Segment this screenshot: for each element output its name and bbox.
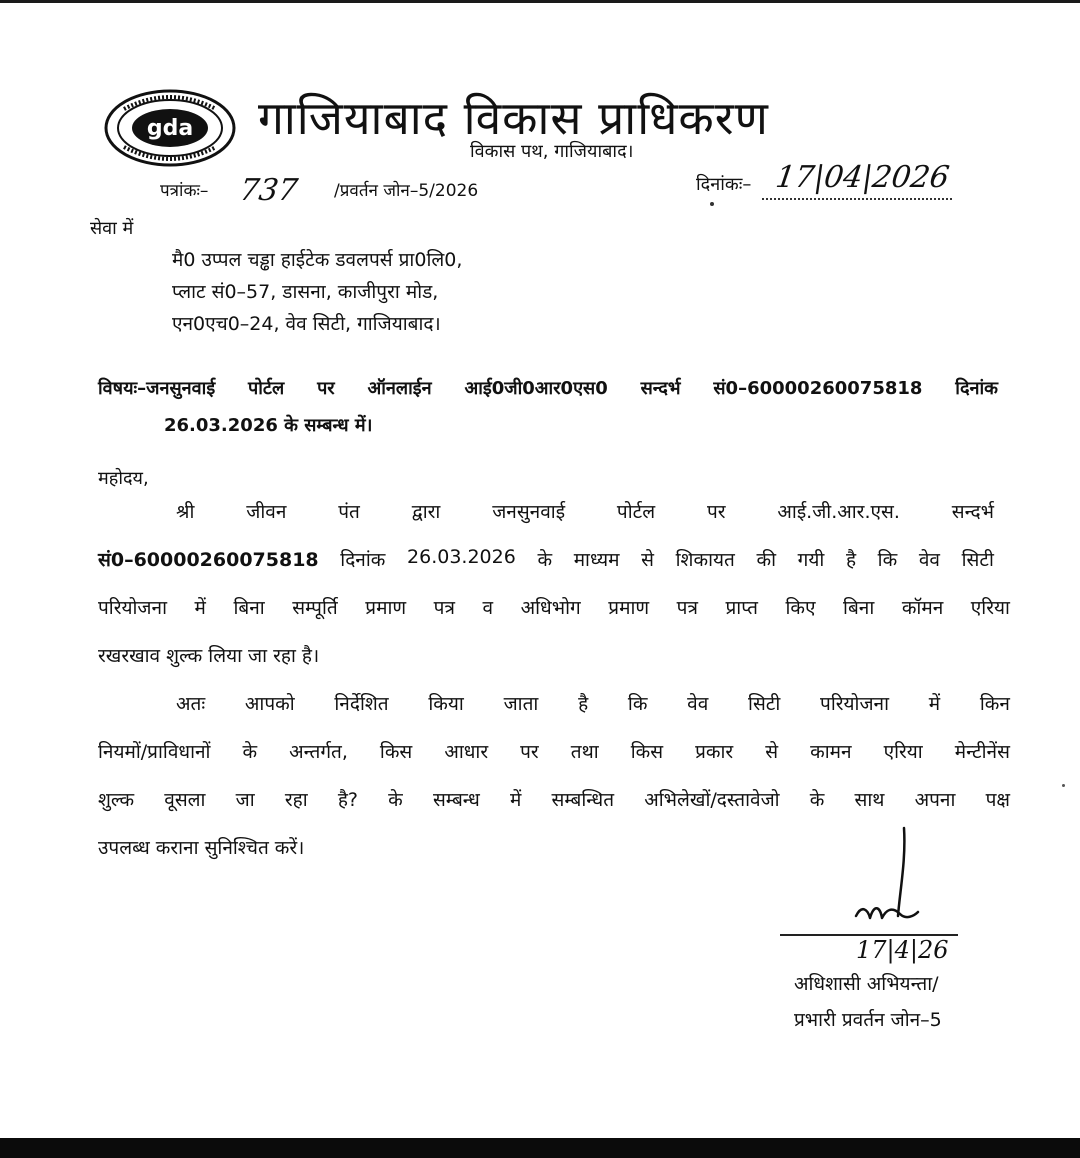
designation-title: अधिशासी अभियन्ता/ xyxy=(794,973,939,995)
word: अतः xyxy=(176,693,206,715)
word: पत्र xyxy=(676,597,698,619)
word: सं0–60000260075818 xyxy=(713,378,923,399)
date-value: 17|04|2026 xyxy=(773,160,952,195)
word: सम्बन्धित xyxy=(551,789,615,811)
word: प्रकार xyxy=(695,741,734,763)
word: प्रमाण xyxy=(608,597,650,619)
word: पर xyxy=(317,378,335,399)
word: आई0जी0आर0एस0 xyxy=(464,378,608,399)
paragraph1-line4: रखरखाव शुल्क लिया जा रहा है। xyxy=(98,645,320,667)
word: सन्दर्भ xyxy=(951,501,994,523)
word: अभिलेखों/दस्तावेजो xyxy=(644,789,780,811)
word: से xyxy=(765,741,779,763)
designation-zone: प्रभारी प्रवर्तन जोन–5 xyxy=(794,1009,942,1031)
word: पोर्टल xyxy=(616,501,656,523)
word: के xyxy=(242,741,258,763)
subject-line-2: 26.03.2026 के सम्बन्ध में। xyxy=(164,415,373,436)
word: बिना xyxy=(233,597,265,619)
word: पंत xyxy=(338,501,360,523)
word: श्री xyxy=(176,501,195,523)
word: दिनांक xyxy=(955,378,998,399)
word: है xyxy=(578,693,589,715)
word: सिटी xyxy=(748,693,781,715)
recipient-line: प्लाट सं0–57, डासना, काजीपुरा मोड, xyxy=(172,281,439,303)
word: सं0–60000260075818 xyxy=(98,549,319,571)
word: किस xyxy=(379,741,413,763)
recipient-line: मै0 उप्पल चड्ढा हाईटेक डवलपर्स प्रा0लि0, xyxy=(172,249,463,271)
word: है xyxy=(845,549,857,571)
word: किन xyxy=(979,693,1010,715)
word: है? xyxy=(337,789,358,811)
word: परियोजना xyxy=(820,693,890,715)
word: एरिया xyxy=(970,597,1010,619)
word: जा xyxy=(235,789,255,811)
organization-address: विकास पथ, गाजियाबाद। xyxy=(470,141,634,162)
recipient-line: एन0एच0–24, वेव सिटी, गाजियाबाद। xyxy=(172,313,441,335)
word: परियोजना xyxy=(98,597,167,619)
word: जाता xyxy=(503,693,539,715)
ink-dot xyxy=(710,202,714,206)
reference-number: 737 xyxy=(237,173,300,208)
word: ऑनलाईन xyxy=(367,378,432,399)
word: से xyxy=(641,549,654,571)
word: सम्बन्ध xyxy=(432,789,480,811)
word: प्रमाण xyxy=(365,597,407,619)
handwritten-signature xyxy=(820,820,940,940)
word: सन्दर्भ xyxy=(640,378,681,399)
word: कामन xyxy=(810,741,852,763)
word: जीवन xyxy=(246,501,287,523)
svg-text:gda: gda xyxy=(146,116,194,141)
word: पोर्टल xyxy=(248,378,285,399)
word: आपको xyxy=(244,693,295,715)
word: दिनांक xyxy=(340,549,386,571)
organization-title: गाजियाबाद विकास प्राधिकरण xyxy=(258,91,769,145)
word: की xyxy=(756,549,777,571)
word: माध्यम xyxy=(573,549,620,571)
paragraph1-line1 xyxy=(176,498,994,524)
subject-line-1 xyxy=(98,376,998,400)
word: 26.03.2026 xyxy=(407,546,516,568)
word: आई.जी.आर.एस. xyxy=(777,501,900,523)
word: किस xyxy=(630,741,664,763)
paragraph1-line2 xyxy=(98,546,994,572)
salutation: महोदय, xyxy=(98,468,149,489)
bottom-border xyxy=(0,1138,1080,1158)
word: अन्तर्गत, xyxy=(289,741,348,763)
word: आधार xyxy=(444,741,489,763)
word: गयी xyxy=(797,549,825,571)
reference-suffix: /प्रवर्तन जोन–5/2026 xyxy=(334,181,479,201)
word: के xyxy=(809,789,825,811)
word: अधिभोग xyxy=(520,597,581,619)
word: वूसला xyxy=(164,789,206,811)
word: मेन्टीनेंस xyxy=(954,741,1010,763)
word: में xyxy=(194,597,206,619)
word: सम्पूर्ति xyxy=(292,597,338,619)
word: कॉमन xyxy=(901,597,944,619)
paragraph2-line2 xyxy=(98,738,1010,764)
word: सिटी xyxy=(961,549,994,571)
word: में xyxy=(509,789,522,811)
word: नियमों/प्राविधानों xyxy=(98,741,211,763)
word: शिकायत xyxy=(675,549,735,571)
word: जनसुनवाई xyxy=(492,501,566,523)
signature-date: 17|4|26 xyxy=(856,936,949,964)
paragraph2-line4: उपलब्ध कराना सुनिश्चित करें। xyxy=(98,837,305,859)
word: पर xyxy=(520,741,539,763)
word: बिना xyxy=(843,597,875,619)
word: अपना xyxy=(914,789,956,811)
date-underline xyxy=(762,198,952,200)
to-label: सेवा में xyxy=(90,218,134,239)
word: किए xyxy=(785,597,816,619)
word: कि xyxy=(627,693,648,715)
date-label: दिनांकः– xyxy=(696,174,752,195)
paragraph1-line3 xyxy=(98,594,1010,620)
word: पर xyxy=(706,501,726,523)
word: निर्देशित xyxy=(334,693,389,715)
word: द्वारा xyxy=(411,501,441,523)
word: वेव xyxy=(918,549,940,571)
word: कि xyxy=(877,549,898,571)
word: साथ xyxy=(854,789,885,811)
word: के xyxy=(537,549,553,571)
word: के xyxy=(388,789,403,811)
word: रहा xyxy=(284,789,308,811)
word: एरिया xyxy=(883,741,923,763)
top-border xyxy=(0,0,1080,3)
word: व xyxy=(482,597,494,619)
reference-label: पत्रांकः– xyxy=(160,181,209,201)
word: पक्ष xyxy=(985,789,1010,811)
word: शुल्क xyxy=(98,789,135,811)
paragraph2-line3 xyxy=(98,786,1010,812)
gda-seal-logo xyxy=(104,89,236,167)
word: पत्र xyxy=(433,597,455,619)
word: तथा xyxy=(570,741,599,763)
word: किया xyxy=(428,693,464,715)
word: वेव xyxy=(687,693,709,715)
scan-speck xyxy=(1062,784,1065,787)
word: प्राप्त xyxy=(725,597,758,619)
word: में xyxy=(928,693,941,715)
paragraph2-line1 xyxy=(176,690,1010,716)
word: विषयः–जनसुनवाई xyxy=(98,378,216,399)
